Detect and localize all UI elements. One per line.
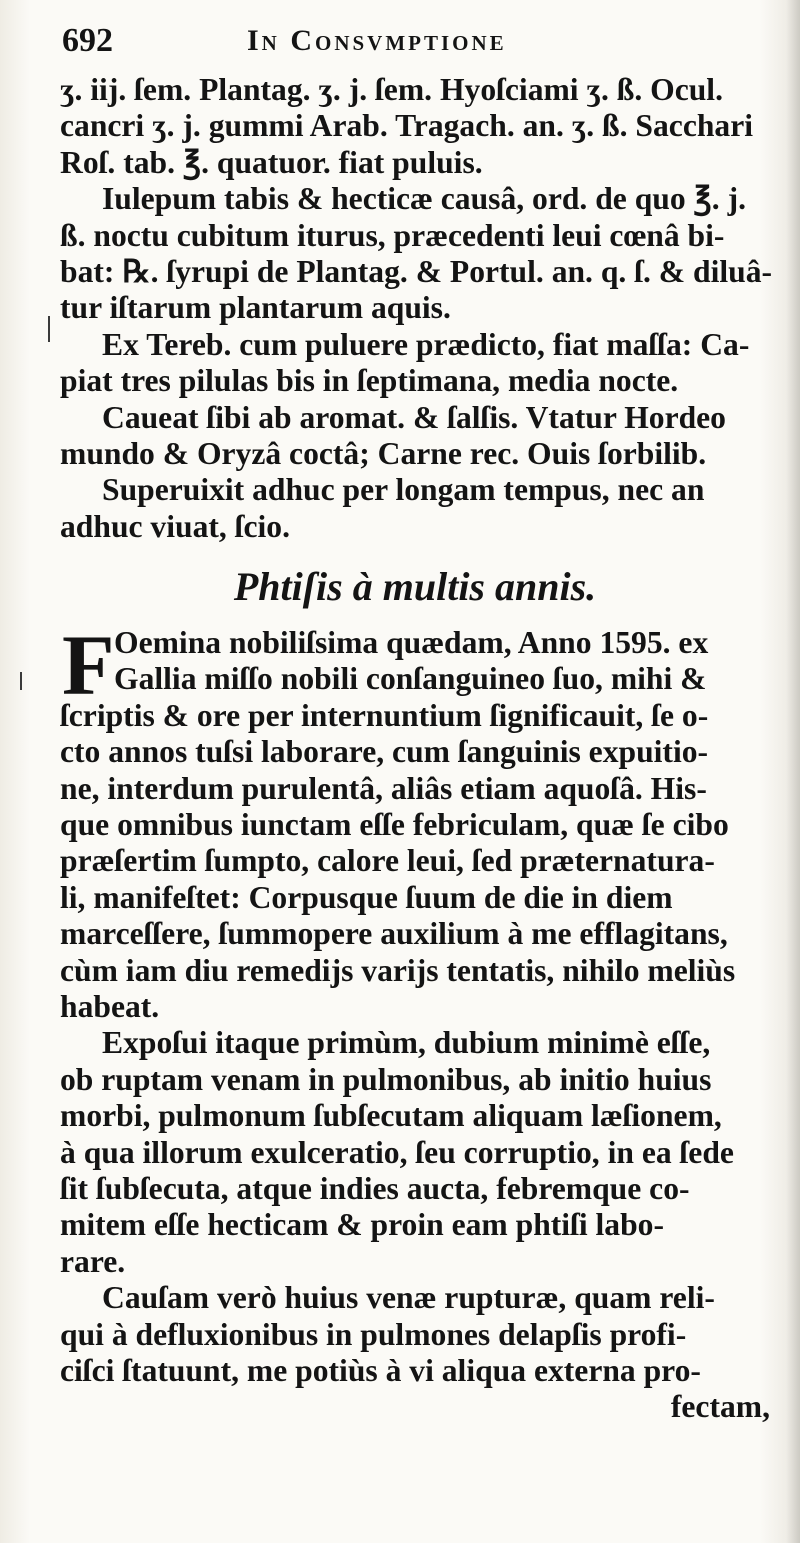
paragraph-diet xyxy=(60,400,770,473)
text-line: Expoſui itaque primùm, dubium minimè eſſe, xyxy=(102,1025,711,1061)
page-edge-shadow xyxy=(786,0,800,1543)
text-line: Cauſam verò huius venæ rupturæ, quam reli- xyxy=(102,1280,715,1316)
text-line: qui à defluxionibus in pulmones delapſis profi- xyxy=(60,1316,687,1352)
text-line: Gallia miſſo nobili conſanguineo ſuo, mihi & xyxy=(114,661,707,697)
paragraph-diagnosis xyxy=(60,1025,770,1280)
text-line: habeat. xyxy=(60,988,160,1024)
running-head xyxy=(62,18,760,62)
paragraph-cause xyxy=(60,1280,770,1426)
paragraph-julep xyxy=(60,181,773,327)
page-number: 692 xyxy=(62,22,113,59)
text-line: marceſſere, ſummopere auxilium à me efflagitans, xyxy=(60,916,728,952)
paragraph-pills xyxy=(60,327,770,400)
text-line: adhuc viuat, ſcio. xyxy=(60,508,290,544)
drop-cap: F xyxy=(62,617,115,714)
text-line: Superuixit adhuc per longam tempus, nec an xyxy=(102,472,705,508)
text-line: ob ruptam venam in pulmonibus, ab initio huius xyxy=(60,1061,712,1097)
paragraph-case xyxy=(60,617,770,1025)
margin-mark xyxy=(48,316,50,342)
text-line: præſertim ſumpto, calore leui, ſed præternatura- xyxy=(60,843,715,879)
catchword: fectam, xyxy=(670,1389,770,1425)
text-line: Roſ. tab. ℥. quatuor. fiat puluis. xyxy=(60,144,483,180)
text-line: bat: ℞. ſyrupi de Plantag. & Portul. an. q. ſ. & diluâ- xyxy=(60,253,773,289)
text-line: ſit ſubſecuta, atque indies aucta, febremque co- xyxy=(60,1170,690,1206)
text-line: li, manifeſtet: Corpusque ſuum de die in diem xyxy=(60,879,673,915)
text-line: piat tres pilulas bis in ſeptimana, media nocte. xyxy=(60,363,679,399)
text-line: ne, interdum purulentâ, aliâs etiam aquoſâ. His- xyxy=(60,770,707,806)
margin-mark xyxy=(20,672,22,690)
text-line: ß. noctu cubitum iturus, præcedenti leui cœnâ bi- xyxy=(60,217,725,253)
text-line: que omnibus iunctam eſſe febriculam, quæ ſe cibo xyxy=(60,807,729,843)
text-line: rare. xyxy=(60,1243,126,1279)
text-line: morbi, pulmonum ſubſecutam aliquam læſionem, xyxy=(60,1098,722,1134)
text-line: mundo & Oryzâ coctâ; Carne rec. Ouis ſorbilib. xyxy=(60,435,707,471)
section-title: Phtiſis à multis annis. xyxy=(233,564,597,610)
text-line: mitem eſſe hecticam & proin eam phtiſi labo- xyxy=(60,1207,664,1243)
text-line: ʒ. iij. ſem. Plantag. ʒ. j. ſem. Hyoſciami ʒ. ß. Ocul. xyxy=(60,72,723,107)
running-title: In Consvmptione xyxy=(247,24,507,57)
paragraph-recipe-continued xyxy=(60,72,770,181)
text-line: ſcriptis & ore per internuntium ſignificauit, ſe o- xyxy=(60,697,709,733)
text-line: ciſci ſtatuunt, me potiùs à vi aliqua externa pro- xyxy=(60,1352,701,1388)
body-text xyxy=(60,72,773,1426)
text-line: tur iſtarum plantarum aquis. xyxy=(60,290,451,326)
text-line: cto annos tuſsi laborare, cum ſanguinis expuitio- xyxy=(60,734,709,770)
text-line: à qua illorum exulceratio, ſeu corruptio, in ea ſede xyxy=(60,1134,734,1170)
text-line: Ex Tereb. cum puluere prædicto, fiat maſſa: Ca- xyxy=(102,326,750,362)
text-line: cancri ʒ. j. gummi Arab. Tragach. an. ʒ. ß. Sacchari xyxy=(60,108,754,144)
text-line: Iulepum tabis & hecticæ causâ, ord. de quo ℥. j. xyxy=(102,181,747,217)
text-line: Caueat ſibi ab aromat. & ſalſis. Vtatur Hordeo xyxy=(102,399,726,435)
paragraph-outcome xyxy=(60,472,770,545)
text-line: Oemina nobiliſsima quædam, Anno 1595. ex xyxy=(114,625,709,661)
text-line: cùm iam diu remedijs varijs tentatis, nihilo meliùs xyxy=(60,952,736,988)
